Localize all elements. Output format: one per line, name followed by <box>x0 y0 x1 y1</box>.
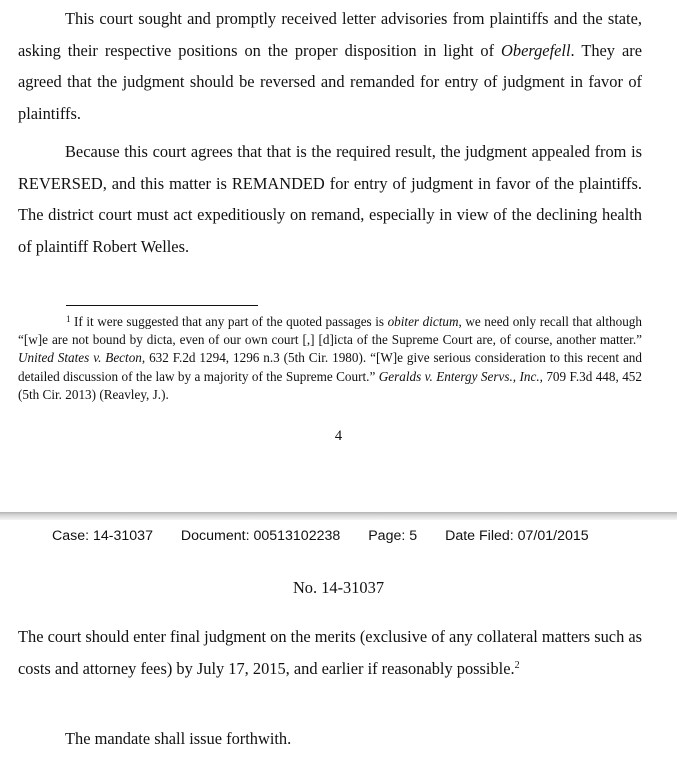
case-number: Case: 14-31037 <box>52 528 153 544</box>
footnote-citation-italic: Geralds v. Entergy Servs., Inc. <box>378 368 540 384</box>
footnote-mark: 1 <box>66 314 71 324</box>
case-name-italic: Obergefell <box>501 40 571 60</box>
footnote-text: , 709 F.3d 448, 452 (5th Cir. 2013) (Reavley, J.). <box>18 368 642 402</box>
page-number: 4 <box>334 428 343 444</box>
paragraph-judgment-reversed: Because this court agrees that that is the required result, the judgment appealed from is REVERSED, and this matter is REMANDED for entry of judgment in favor of the plaintiffs. The district court must act expeditiously on remand, especially in view of the declining health of plaintiff Robert Welles. <box>18 142 642 256</box>
paragraph-text: The court should enter final judgment on the merits (exclusive of any collateral matters such as costs and attorney fees) by July 17, 2015, and earlier if reasonably possible. <box>18 627 643 678</box>
paragraph-letter-advisories <box>18 3 642 129</box>
case-header <box>52 528 652 544</box>
paragraph-text: This court sought and promptly received letter advisories from plaintiffs and the state, asking their respective positions on the proper disposition in light of <box>18 9 642 60</box>
footnote-text: If it were suggested that any part of the quoted passages is <box>70 314 388 329</box>
paragraph-mandate: The mandate shall issue forthwith. <box>65 729 292 748</box>
footnote-1 <box>18 313 642 404</box>
footnote-text: , 632 F.2d 1294, 1296 n.3 (5th Cir. 1980). “[W]e give serious consideration to this recent and detailed discussion of the law by a majority of the Supreme Court.” <box>18 350 642 384</box>
footnote-citation-italic: United States v. Becton <box>18 350 142 366</box>
date-filed: Date Filed: 07/01/2015 <box>445 528 589 544</box>
paragraph-final-judgment <box>18 621 642 684</box>
paragraph-text: . They are agreed that the judgment should be reversed and remanded for entry of judgment in favor of plaintiffs. <box>18 40 642 123</box>
footnote-italic: obiter dictum <box>387 314 459 329</box>
docket-number: No. 14-31037 <box>292 578 385 597</box>
footnote-reference: 2 <box>514 659 520 671</box>
footnote-text: , we need only recall that although “[w]e are not bound by dicta, even of our own court [,] [d]icta of the Supreme Court are, of course, another matter.” <box>18 314 642 348</box>
document-number: Document: 00513102238 <box>180 528 341 544</box>
footnote-divider <box>66 305 258 306</box>
page-break-separator <box>0 512 677 520</box>
page-indicator: Page: 5 <box>368 528 418 544</box>
